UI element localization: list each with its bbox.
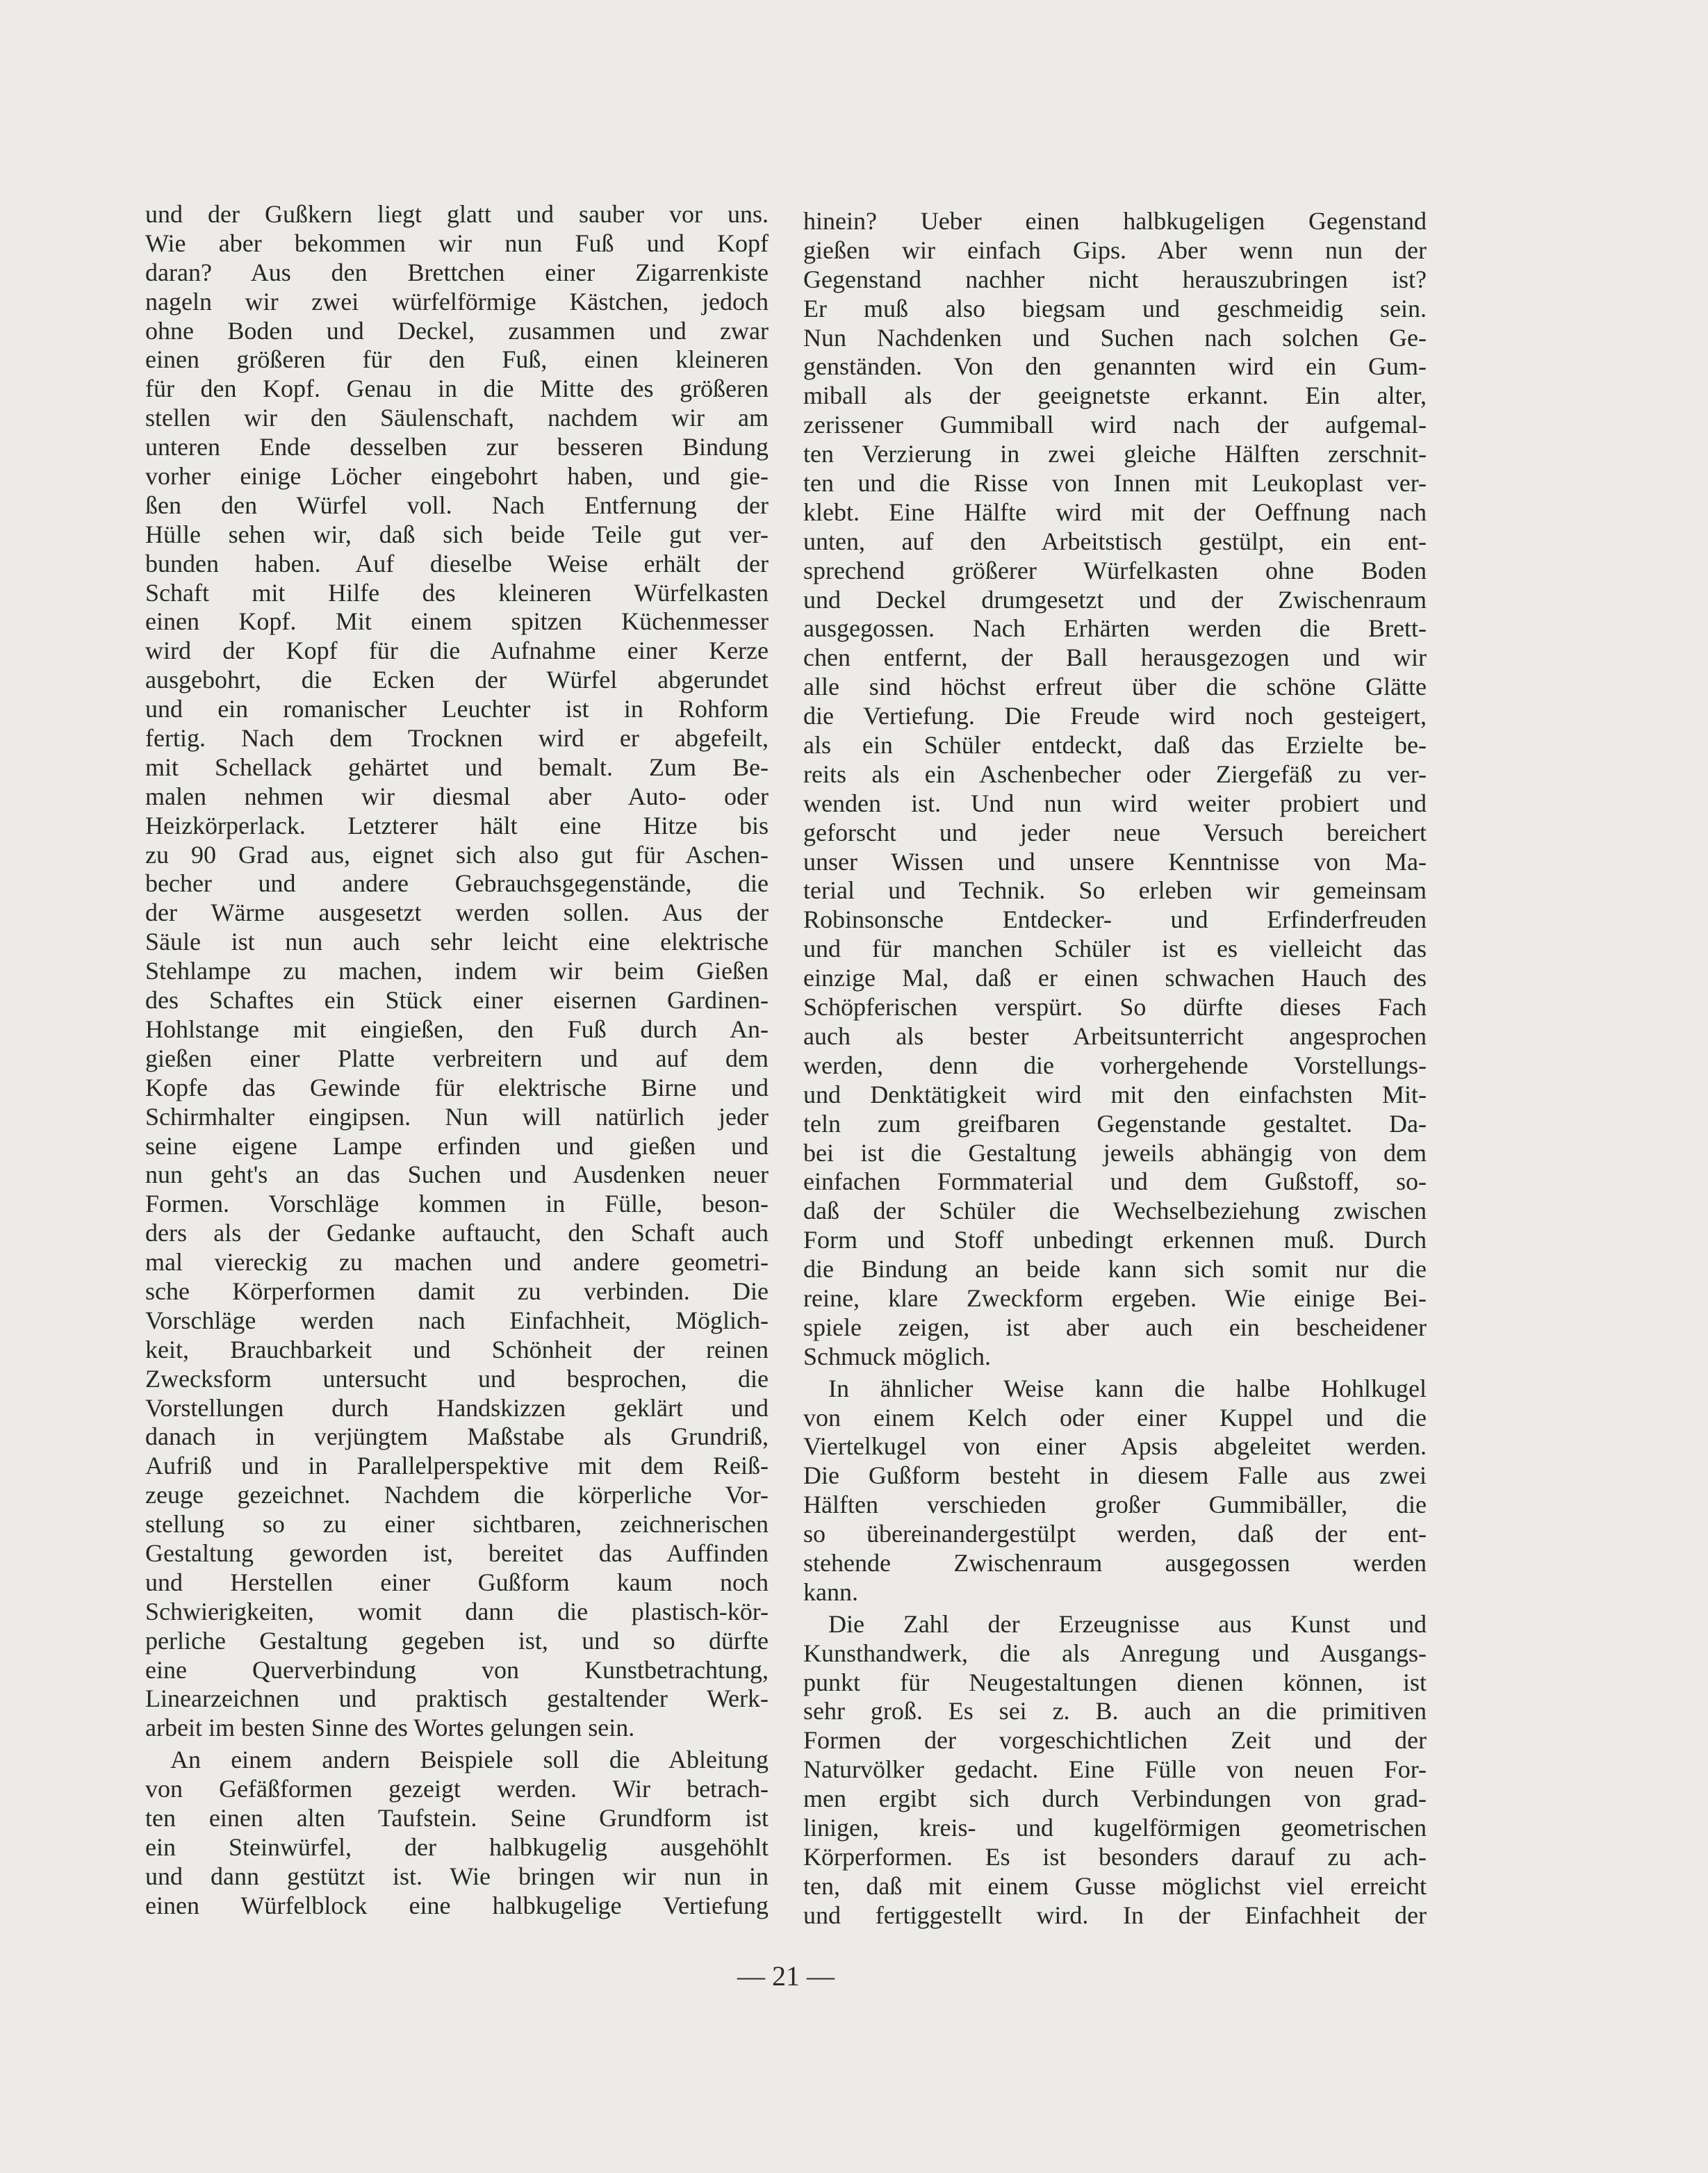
text-line: arbeit im besten Sinne des Wortes gelungen sein. [145, 1714, 635, 1742]
text-line: ders als der Gedanke auftaucht, den Schaft auch [145, 1219, 769, 1247]
text-line: sche Körperformen damit zu verbinden. Die [145, 1277, 769, 1305]
text-line: Heizkörperlack. Letzterer hält eine Hitze bis [145, 811, 769, 839]
text-line: Vorschläge werden nach Einfachheit, Möglich- [145, 1306, 769, 1334]
text-line: daran? Aus den Brettchen einer Zigarrenkiste [145, 258, 769, 286]
text-line: malen nehmen wir diesmal aber Auto- oder [145, 782, 769, 810]
text-line: Formen. Vorschläge kommen in Fülle, beson- [145, 1190, 769, 1218]
text-line: seine eigene Lampe erfinden und gießen und [145, 1131, 769, 1160]
text-line: einzige Mal, daß er einen schwachen Hauch des [803, 964, 1427, 992]
text-line: Die Gußform besteht in diesem Falle aus zwei [803, 1461, 1427, 1490]
text-line: An einem andern Beispiele soll die Ableitung [170, 1746, 769, 1774]
text-line: chen entfernt, der Ball herausgezogen und wir [803, 643, 1427, 672]
text-line: und Deckel drumgesetzt und der Zwischenraum [803, 585, 1427, 614]
text-line: einfachen Formmaterial und dem Gußstoff, so- [803, 1167, 1427, 1196]
right-text-column [803, 207, 1427, 1930]
text-line: zeuge gezeichnet. Nachdem die körperliche Vor- [145, 1481, 769, 1509]
text-line: einen Kopf. Mit einem spitzen Küchenmesser [145, 607, 769, 636]
text-line: ten und die Risse von Innen mit Leukoplast ver- [803, 469, 1427, 498]
text-line: stellung so zu einer sichtbaren, zeichnerischen [145, 1510, 769, 1539]
page-number: — 21 — [737, 1960, 835, 1992]
text-line: mal viereckig zu machen und andere geometri- [145, 1248, 769, 1277]
text-line: gießen wir einfach Gips. Aber wenn nun der [803, 236, 1427, 264]
text-line: fertig. Nach dem Trocknen wird er abgefeilt, [145, 724, 769, 753]
text-line: nun geht's an das Suchen und Ausdenken neuer [145, 1161, 769, 1189]
text-line: und fertiggestellt wird. In der Einfachheit der [803, 1901, 1427, 1929]
text-line: Hälften verschieden großer Gummibäller, die [803, 1491, 1427, 1519]
text-line: ein Steinwürfel, der halbkugelig ausgehöhlt [145, 1832, 769, 1861]
text-line: linigen, kreis- und kugelförmigen geometrischen [803, 1813, 1427, 1842]
text-line: und der Gußkern liegt glatt und sauber vor uns. [145, 200, 769, 228]
text-line: Nun Nachdenken und Suchen nach solchen Ge- [803, 323, 1427, 352]
text-line: ten, daß mit einem Gusse möglichst viel erreicht [803, 1871, 1427, 1900]
text-line: perliche Gestaltung gegeben ist, und so dürfte [145, 1626, 769, 1655]
text-line: kann. [803, 1577, 858, 1606]
text-line: ausgegossen. Nach Erhärten werden die Brett- [803, 614, 1427, 643]
text-line: bunden haben. Auf dieselbe Weise erhält der [145, 549, 769, 577]
text-line: danach in verjüngtem Maßstabe als Grundriß, [145, 1422, 769, 1451]
text-line: des Schaftes ein Stück einer eisernen Gardinen- [145, 986, 769, 1015]
text-line: Formen der vorgeschichtlichen Zeit und der [803, 1726, 1427, 1755]
text-line: nageln wir zwei würfelförmige Kästchen, jedoch [145, 287, 769, 315]
text-line: Schöpferischen verspürt. So dürfte dieses Fach [803, 993, 1427, 1022]
text-line: geforscht und jeder neue Versuch bereichert [803, 818, 1427, 846]
text-line: stehende Zwischenraum ausgegossen werden [803, 1548, 1427, 1577]
text-line: die Vertiefung. Die Freude wird noch gesteigert, [803, 702, 1427, 730]
text-line: miball als der geeignetste erkannt. Ein alter, [803, 382, 1427, 410]
text-line: und dann gestützt ist. Wie bringen wir nun in [145, 1862, 769, 1890]
text-line: Vorstellungen durch Handskizzen geklärt und [145, 1393, 769, 1422]
text-line: und Denktätigkeit wird mit den einfachsten Mit- [803, 1080, 1427, 1108]
text-line: und für manchen Schüler ist es vielleicht das [803, 935, 1427, 963]
text-line: terial und Technik. So erleben wir gemeinsam [803, 876, 1427, 905]
text-line: ausgebohrt, die Ecken der Würfel abgerundet [145, 666, 769, 694]
text-line: vorher einige Löcher eingebohrt haben, und gie- [145, 462, 769, 491]
text-line: für den Kopf. Genau in die Mitte des größeren [145, 375, 769, 403]
text-line: sehr groß. Es sei z. B. auch an die primitiven [803, 1697, 1427, 1725]
text-line: mit Schellack gehärtet und bemalt. Zum Be- [145, 753, 769, 781]
text-line: und Herstellen einer Gußform kaum noch [145, 1568, 769, 1596]
text-line: reits als ein Aschenbecher oder Ziergefäß zu ver- [803, 760, 1427, 788]
text-line: zu 90 Grad aus, eignet sich also gut für Aschen- [145, 840, 769, 869]
text-line: Er muß also biegsam und geschmeidig sein. [803, 294, 1427, 322]
text-line: Stehlampe zu machen, indem wir beim Gießen [145, 957, 769, 985]
text-line: alle sind höchst erfreut über die schöne Glätte [803, 673, 1427, 701]
text-line: ßen den Würfel voll. Nach Entfernung der [145, 491, 769, 519]
text-line: ohne Boden und Deckel, zusammen und zwar [145, 316, 769, 345]
text-line: Schwierigkeiten, womit dann die plastisch-kör- [145, 1597, 769, 1625]
text-line: ten einen alten Taufstein. Seine Grundform ist [145, 1803, 769, 1832]
text-line: auch als bester Arbeitsunterricht angesprochen [803, 1022, 1427, 1050]
text-line: stellen wir den Säulenschaft, nachdem wir am [145, 404, 769, 432]
text-line: spiele zeigen, ist aber auch ein bescheidener [803, 1313, 1427, 1341]
text-line: unten, auf den Arbeitstisch gestülpt, ein ent- [803, 527, 1427, 555]
text-line: unser Wissen und unsere Kenntnisse von Ma- [803, 847, 1427, 876]
text-line: Die Zahl der Erzeugnisse aus Kunst und [828, 1609, 1427, 1638]
text-line: ten Verzierung in zwei gleiche Hälften zerschnit- [803, 440, 1427, 468]
text-line: wird der Kopf für die Aufnahme einer Kerze [145, 637, 769, 665]
text-line: Kopfe das Gewinde für elektrische Birne und [145, 1073, 769, 1101]
text-line: punkt für Neugestaltungen dienen können, ist [803, 1668, 1427, 1696]
text-line: werden, denn die vorhergehende Vorstellungs- [803, 1051, 1427, 1079]
text-line: Aufriß und in Parallelperspektive mit dem Reiß- [145, 1452, 769, 1480]
text-line: Schirmhalter eingipsen. Nun will natürlich jeder [145, 1102, 769, 1131]
text-line: der Wärme ausgesetzt werden sollen. Aus der [145, 899, 769, 927]
text-line: hinein? Ueber einen halbkugeligen Gegenstand [803, 207, 1427, 235]
text-line: klebt. Eine Hälfte wird mit der Oeffnung nach [803, 498, 1427, 526]
text-line: einen Würfelblock eine halbkugelige Vertiefung [145, 1891, 769, 1919]
text-line: und ein romanischer Leuchter ist in Rohform [145, 695, 769, 723]
text-line: unteren Ende desselben zur besseren Bindung [145, 433, 769, 461]
text-line: gießen einer Platte verbreitern und auf dem [145, 1044, 769, 1072]
text-line: Gegenstand nachher nicht herauszubringen ist? [803, 265, 1427, 293]
text-line: teln zum greifbaren Gegenstande gestaltet. Da- [803, 1109, 1427, 1138]
text-line: als ein Schüler entdeckt, daß das Erzielte be- [803, 731, 1427, 760]
text-line: becher und andere Gebrauchsgegenstände, die [145, 869, 769, 898]
text-line: genständen. Von den genannten wird ein Gum- [803, 352, 1427, 381]
text-line: Hülle sehen wir, daß sich beide Teile gut ver- [145, 520, 769, 548]
text-line: die Bindung an beide kann sich somit nur die [803, 1255, 1427, 1284]
text-line: eine Querverbindung von Kunstbetrachtung, [145, 1655, 769, 1684]
text-line: Schaft mit Hilfe des kleineren Würfelkasten [145, 578, 769, 607]
text-line: einen größeren für den Fuß, einen kleineren [145, 345, 769, 374]
text-line: Schmuck möglich. [803, 1342, 991, 1370]
text-line: daß der Schüler die Wechselbeziehung zwischen [803, 1197, 1427, 1225]
text-line: so übereinandergestülpt werden, daß der ent- [803, 1520, 1427, 1548]
text-line: keit, Brauchbarkeit und Schönheit der reinen [145, 1335, 769, 1363]
text-line: Körperformen. Es ist besonders darauf zu ach- [803, 1842, 1427, 1871]
text-line: von einem Kelch oder einer Kuppel und die [803, 1403, 1427, 1432]
text-line: men ergibt sich durch Verbindungen von grad- [803, 1785, 1427, 1813]
text-line: reine, klare Zweckform ergeben. Wie einige Bei- [803, 1284, 1427, 1312]
text-line: sprechend größerer Würfelkasten ohne Boden [803, 556, 1427, 584]
text-line: von Gefäßformen gezeigt werden. Wir betrach- [145, 1775, 769, 1803]
text-line: zerissener Gummiball wird nach der aufgemal- [803, 411, 1427, 439]
text-line: Viertelkugel von einer Apsis abgeleitet werden. [803, 1432, 1427, 1461]
text-line: Wie aber bekommen wir nun Fuß und Kopf [145, 229, 769, 257]
left-text-column [145, 200, 769, 1921]
text-line: Säule ist nun auch sehr leicht eine elektrische [145, 928, 769, 956]
text-line: bei ist die Gestaltung jeweils abhängig von dem [803, 1138, 1427, 1167]
text-line: Linearzeichnen und praktisch gestaltender Werk- [145, 1684, 769, 1713]
text-line: Zwecksform untersucht und besprochen, die [145, 1364, 769, 1393]
text-line: Naturvölker gedacht. Eine Fülle von neuen For- [803, 1755, 1427, 1784]
text-line: Kunsthandwerk, die als Anregung und Ausgangs- [803, 1639, 1427, 1667]
text-line: Hohlstange mit eingießen, den Fuß durch An- [145, 1015, 769, 1043]
text-line: Gestaltung geworden ist, bereitet das Auffinden [145, 1539, 769, 1567]
text-line: Robinsonsche Entdecker- und Erfinderfreuden [803, 905, 1427, 934]
text-line: In ähnlicher Weise kann die halbe Hohlkugel [828, 1374, 1427, 1402]
text-line: Form und Stoff unbedingt erkennen muß. Durch [803, 1226, 1427, 1254]
text-line: wenden ist. Und nun wird weiter probiert und [803, 789, 1427, 817]
